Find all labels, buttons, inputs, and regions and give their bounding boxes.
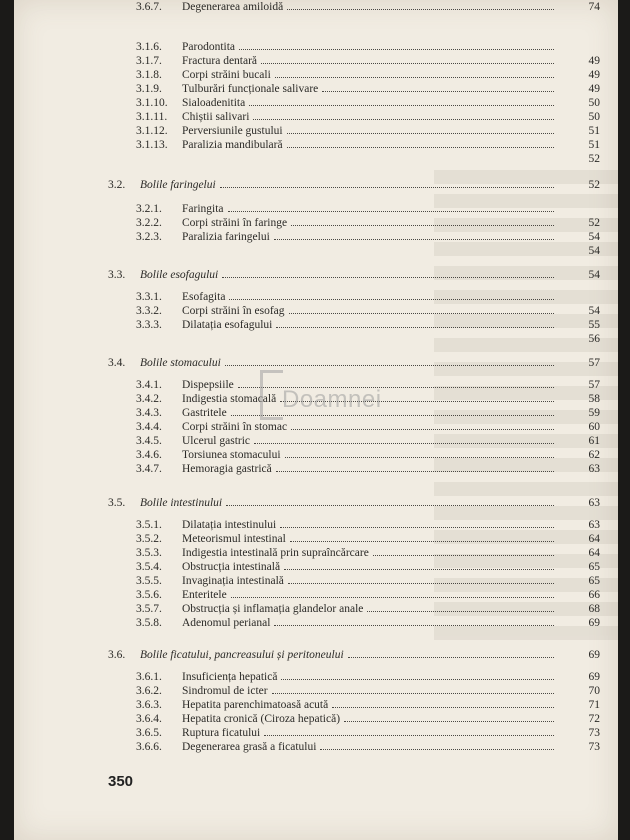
dot-leader	[276, 471, 554, 472]
toc-row	[14, 434, 618, 448]
watermark-bracket-icon	[260, 370, 283, 420]
toc-page-number: 62	[588, 449, 600, 461]
dot-leader	[249, 105, 554, 106]
toc-page-number: 66	[588, 589, 600, 601]
toc-title: Bolile faringelui	[140, 179, 216, 191]
toc-row	[14, 712, 618, 726]
toc-number: 3.6.4.	[136, 713, 162, 725]
toc-number: 3.1.7.	[136, 55, 162, 67]
toc-page-number: 64	[588, 547, 600, 559]
toc-number: 3.1.13.	[136, 139, 168, 151]
toc-number: 3.4.6.	[136, 449, 162, 461]
toc-title: Enteritele	[182, 589, 227, 601]
toc-page-number: 71	[588, 699, 600, 711]
toc-title: Ulcerul gastric	[182, 435, 251, 447]
toc-row	[14, 518, 618, 532]
toc-title: Indigestia intestinală prin supraîncărcare	[182, 547, 369, 559]
toc-page-number: 54	[588, 245, 600, 257]
toc-row	[14, 230, 618, 244]
toc-row	[14, 588, 618, 602]
toc-page-number: 57	[588, 357, 600, 369]
toc-title: Parodontita	[182, 41, 236, 53]
toc-title: Hemoragia gastrică	[182, 463, 272, 475]
dot-leader	[344, 721, 554, 722]
toc-page-number: 54	[588, 305, 600, 317]
toc-number: 3.1.9.	[136, 83, 162, 95]
toc-row	[14, 462, 618, 476]
toc-title: Dilatația intestinului	[182, 519, 277, 531]
toc-row	[14, 138, 618, 152]
toc-page-number: 72	[588, 713, 600, 725]
dot-leader	[274, 625, 554, 626]
toc-page-number: 60	[588, 421, 600, 433]
toc-title: Bolile intestinului	[140, 497, 223, 509]
toc-page-number: 52	[588, 217, 600, 229]
toc-page-number: 73	[588, 727, 600, 739]
toc-title: Tulburări funcționale salivare	[182, 83, 319, 95]
toc-title: Corpi străini în faringe	[182, 217, 288, 229]
toc-number: 3.4.5.	[136, 435, 162, 447]
toc-row	[14, 68, 618, 82]
dot-leader	[280, 527, 554, 528]
dot-leader	[261, 63, 554, 64]
toc-title: Hepatita cronică (Ciroza hepatică)	[182, 713, 341, 725]
toc-row	[14, 318, 618, 332]
toc-number: 3.4.4.	[136, 421, 162, 433]
dot-leader	[287, 147, 554, 148]
dot-leader	[226, 505, 554, 506]
toc-page-number: 63	[588, 519, 600, 531]
dot-leader	[291, 429, 554, 430]
toc-row	[14, 332, 618, 346]
toc-title: Indigestia stomacală	[182, 393, 277, 405]
toc-number: 3.2.2.	[136, 217, 162, 229]
toc-page-number: 69	[588, 649, 600, 661]
toc-page-number: 61	[588, 435, 600, 447]
toc-number: 3.1.11.	[136, 111, 168, 123]
book-page	[14, 0, 618, 840]
dot-leader	[287, 9, 554, 10]
toc-title: Ruptura ficatului	[182, 727, 261, 739]
toc-number: 3.5.2.	[136, 533, 162, 545]
toc-number: 3.1.10.	[136, 97, 168, 109]
toc-row	[14, 304, 618, 318]
toc-row	[14, 698, 618, 712]
toc-page-number: 57	[588, 379, 600, 391]
toc-number: 3.4.2.	[136, 393, 162, 405]
page-number: 350	[108, 773, 134, 790]
dot-leader	[285, 457, 554, 458]
dot-leader	[290, 541, 554, 542]
toc-number: 3.5.3.	[136, 547, 162, 559]
toc-title: Corpi străini în stomac	[182, 421, 288, 433]
dot-leader	[222, 277, 554, 278]
dot-leader	[291, 225, 554, 226]
toc-section-row	[14, 496, 618, 510]
toc-title: Bolile stomacului	[140, 357, 221, 369]
toc-row	[14, 560, 618, 574]
toc-page-number: 58	[588, 393, 600, 405]
toc-title: Bolile esofagului	[140, 269, 219, 281]
toc-title: Invaginația intestinală	[182, 575, 284, 587]
toc-number: 3.3.	[108, 269, 126, 281]
toc-row	[14, 532, 618, 546]
toc-title: Corpi străini în esofag	[182, 305, 285, 317]
toc-title: Meteorismul intestinal	[182, 533, 286, 545]
toc-number: 3.3.1.	[136, 291, 162, 303]
toc-page-number: 65	[588, 561, 600, 573]
toc-page-number: 49	[588, 69, 600, 81]
toc-page-number: 52	[588, 179, 600, 191]
toc-row	[14, 54, 618, 68]
toc-number: 3.1.6.	[136, 41, 162, 53]
watermark	[260, 370, 410, 426]
toc-number: 3.6.2.	[136, 685, 162, 697]
dot-leader	[231, 597, 554, 598]
toc-title: Obstrucția și inflamația glandelor anale	[182, 603, 364, 615]
dot-leader	[253, 119, 554, 120]
dot-leader	[289, 313, 554, 314]
dot-leader	[254, 443, 554, 444]
toc-page-number: 74	[588, 1, 600, 13]
dot-leader	[332, 707, 554, 708]
dot-leader	[320, 749, 554, 750]
toc-number: 3.5.8.	[136, 617, 162, 629]
toc-page-number: 50	[588, 97, 600, 109]
dot-leader	[264, 735, 554, 736]
toc-title: Faringita	[182, 203, 224, 215]
toc-page-number: 49	[588, 83, 600, 95]
dot-leader	[276, 327, 554, 328]
toc-number: 3.2.	[108, 179, 126, 191]
toc-page-number: 52	[588, 153, 600, 165]
toc-page-number: 55	[588, 319, 600, 331]
toc-section-row	[14, 356, 618, 370]
dot-leader	[225, 365, 554, 366]
toc-page-number: 56	[588, 333, 600, 345]
toc-title: Fractura dentară	[182, 55, 258, 67]
toc-title: Esofagita	[182, 291, 226, 303]
toc-row	[14, 110, 618, 124]
toc-title: Sialoadenitita	[182, 97, 246, 109]
toc-page-number: 49	[588, 55, 600, 67]
toc-number: 3.6.6.	[136, 741, 162, 753]
dot-leader	[287, 133, 554, 134]
toc-number: 3.6.	[108, 649, 126, 661]
toc-number: 3.5.5.	[136, 575, 162, 587]
toc-title: Adenomul perianal	[182, 617, 271, 629]
toc-page-number: 73	[588, 741, 600, 753]
toc-title: Obstrucția intestinală	[182, 561, 281, 573]
toc-title: Dilatația esofagului	[182, 319, 273, 331]
toc-row	[14, 82, 618, 96]
toc-page-number: 64	[588, 533, 600, 545]
toc-section-row	[14, 648, 618, 662]
toc-page-number: 65	[588, 575, 600, 587]
toc-row	[14, 670, 618, 684]
toc-number: 3.6.1.	[136, 671, 162, 683]
toc-number: 3.4.	[108, 357, 126, 369]
toc-row	[14, 602, 618, 616]
dot-leader	[281, 679, 554, 680]
dot-leader	[239, 49, 554, 50]
toc-page-number: 51	[588, 125, 600, 137]
toc-title: Insuficiența hepatică	[182, 671, 278, 683]
toc-title: Torsiunea stomacului	[182, 449, 281, 461]
toc-row	[14, 0, 618, 14]
toc-page-number: 69	[588, 617, 600, 629]
dot-leader	[229, 299, 554, 300]
dot-leader	[284, 569, 554, 570]
toc-page-number: 70	[588, 685, 600, 697]
toc-row	[14, 216, 618, 230]
toc-number: 3.5.1.	[136, 519, 162, 531]
dot-leader	[322, 91, 554, 92]
dot-leader	[348, 657, 554, 658]
toc-row	[14, 40, 618, 54]
toc-page-number: 63	[588, 463, 600, 475]
toc-row	[14, 124, 618, 138]
toc-title: Sindromul de icter	[182, 685, 268, 697]
toc-number: 3.4.1.	[136, 379, 162, 391]
toc-page-number: 59	[588, 407, 600, 419]
dot-leader	[275, 77, 554, 78]
toc-number: 3.6.3.	[136, 699, 162, 711]
toc-page-number: 51	[588, 139, 600, 151]
toc-page-number: 69	[588, 671, 600, 683]
toc-page-number: 68	[588, 603, 600, 615]
dot-leader	[373, 555, 554, 556]
toc-number: 3.2.1.	[136, 203, 162, 215]
toc-number: 3.5.6.	[136, 589, 162, 601]
toc-section-row	[14, 268, 618, 282]
toc-title: Chiștii salivari	[182, 111, 250, 123]
toc-row	[14, 574, 618, 588]
dot-leader	[367, 611, 554, 612]
toc-number: 3.1.8.	[136, 69, 162, 81]
toc-row	[14, 202, 618, 216]
toc-number: 3.4.7.	[136, 463, 162, 475]
dot-leader	[220, 187, 554, 188]
toc-number: 3.6.5.	[136, 727, 162, 739]
toc-title: Corpi străini bucali	[182, 69, 271, 81]
dot-leader	[272, 693, 554, 694]
toc-page-number: 54	[588, 269, 600, 281]
toc-title: Degenerarea amiloidă	[182, 1, 284, 13]
toc-row	[14, 684, 618, 698]
toc-title: Bolile ficatului, pancreasului și peritoneului	[140, 649, 344, 661]
toc-number: 3.6.7.	[136, 1, 162, 13]
toc-row	[14, 616, 618, 630]
toc-number: 3.1.12.	[136, 125, 168, 137]
toc-row	[14, 726, 618, 740]
toc-page-number: 63	[588, 497, 600, 509]
toc-row	[14, 546, 618, 560]
toc-section-row	[14, 178, 618, 192]
toc-page-number: 54	[588, 231, 600, 243]
toc-page-number: 50	[588, 111, 600, 123]
toc-number: 3.2.3.	[136, 231, 162, 243]
toc-number: 3.5.7.	[136, 603, 162, 615]
toc-title: Paralizia faringelui	[182, 231, 270, 243]
toc-title: Hepatita parenchimatoasă acută	[182, 699, 329, 711]
toc-row	[14, 448, 618, 462]
toc-title: Degenerarea grasă a ficatului	[182, 741, 317, 753]
toc-title: Gastritele	[182, 407, 227, 419]
toc-title: Dispepsiile	[182, 379, 234, 391]
dot-leader	[274, 239, 554, 240]
dot-leader	[288, 583, 554, 584]
toc-row	[14, 290, 618, 304]
toc-number: 3.5.4.	[136, 561, 162, 573]
toc-number: 3.4.3.	[136, 407, 162, 419]
toc-number: 3.3.2.	[136, 305, 162, 317]
toc-title: Paralizia mandibulară	[182, 139, 283, 151]
toc-row	[14, 96, 618, 110]
watermark-text: Doamnei	[282, 386, 382, 413]
toc-row	[14, 244, 618, 258]
toc-row	[14, 740, 618, 754]
toc-row	[14, 152, 618, 166]
dot-leader	[228, 211, 554, 212]
toc-title: Perversiunile gustului	[182, 125, 283, 137]
toc-number: 3.3.3.	[136, 319, 162, 331]
toc-number: 3.5.	[108, 497, 126, 509]
